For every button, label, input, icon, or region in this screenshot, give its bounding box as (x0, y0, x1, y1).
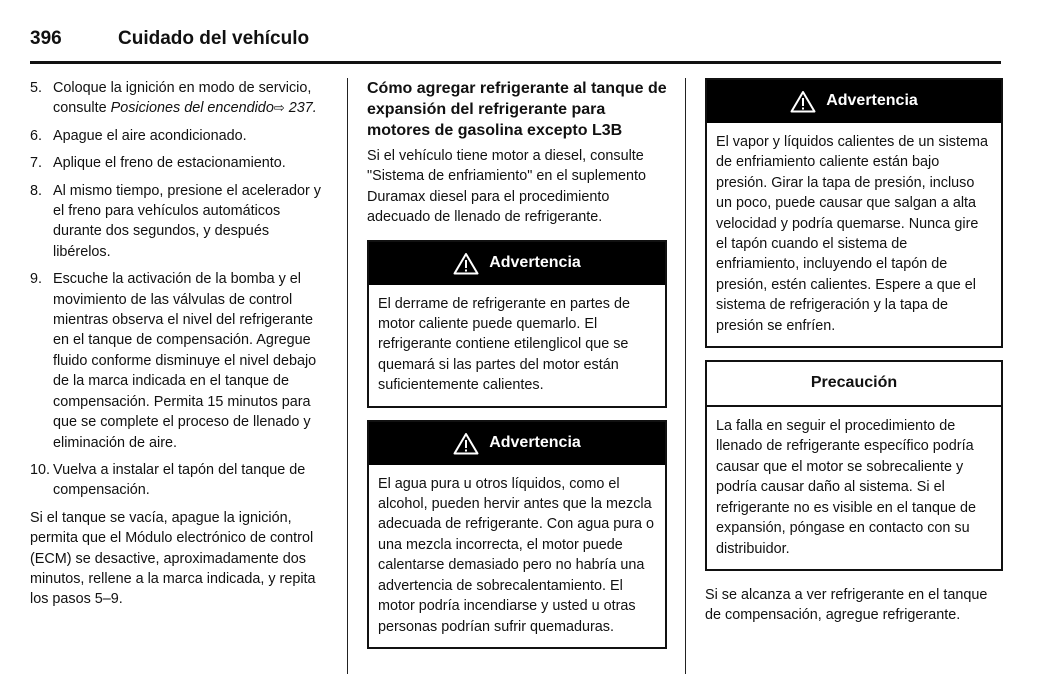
caution-title: Precaución (810, 374, 898, 392)
warning-triangle-icon (790, 90, 816, 113)
warning-box-header (707, 80, 1001, 123)
step-number: 6. (30, 127, 43, 144)
warning-triangle-icon (453, 432, 479, 455)
column-divider-2 (685, 78, 686, 674)
warning-text: El agua pura u otros líquidos, como el alcohol, pueden hervir antes que la mezcla adecuada de refrigerante. Con agua pura o una mezcla incorrecta, el motor puede calentarse demasiado pero no habría una advertencia de sobrecalentamiento. El motor podría incendiarse y usted u otras personas podrían sufrir quemaduras. (378, 475, 655, 635)
section-heading: Cómo agregar refrigerante al tanque de expansión del refrigerante para motores de gasolina excepto L3B (367, 80, 667, 139)
step-number: 9. (30, 271, 43, 288)
step-text: Al mismo tiempo, presione el acelerador y el freno para vehículos automáticos durante dos segundos, y después libérelos. (53, 182, 321, 260)
warning-box-header (369, 242, 665, 285)
step-text: Aplique el freno de estacionamiento. (53, 155, 286, 172)
caution-box (705, 360, 1003, 571)
list-item (30, 269, 330, 453)
list-item (30, 126, 330, 146)
intro-paragraph: Si el vehículo tiene motor a diesel, consulte "Sistema de enfriamiento" en el suplemento Duramax diesel para el procedimiento adecuado de llenado de refrigerante. (367, 148, 646, 226)
caution-box-header (707, 362, 1001, 407)
step-number: 8. (30, 182, 43, 199)
warning-text: El derrame de refrigerante en partes de motor caliente puede quemarlo. El refrigerante contiene etilenglicol que se quemará si las partes del motor están suficientemente calientes. (378, 295, 630, 394)
step-text: Vuelva a instalar el tapón del tanque de compensación. (53, 461, 306, 499)
list-item (30, 181, 330, 263)
running-title: Cuidado del vehículo (118, 28, 310, 49)
empty-tank-paragraph: Si el tanque se vacía, apague la ignición, permita que el Módulo electrónico de control (ECM) se desactive, aproximadamente dos minutos, rellene a la marca indicada, y repita los pasos 5–9. (30, 509, 316, 608)
warning-box-3 (705, 78, 1003, 348)
warning-triangle-icon (453, 252, 479, 275)
header-rule (30, 61, 1001, 64)
page-number: 396 (30, 28, 62, 49)
list-item (30, 78, 330, 119)
step-text: Apague el aire acondicionado. (53, 127, 247, 144)
column-1 (30, 78, 330, 617)
column-3 (705, 78, 1003, 633)
list-item (30, 153, 330, 173)
list-item (30, 460, 330, 501)
warning-box-2 (367, 420, 667, 649)
warning-title: Advertencia (826, 92, 918, 110)
caution-text: La falla en seguir el procedimiento de llenado de refrigerante específico podría causar que el motor se sobrecaliente y podría causar daño al sistema. Si el refrigerante no es visible en el tanque de expansión, póngase en contacto con su distribuidor. (716, 418, 977, 557)
add-coolant-paragraph: Si se alcanza a ver refrigerante en el tanque de compensación, agregue refrigerante. (705, 586, 988, 624)
step-text: Escuche la activación de la bomba y el movimiento de las válvulas de control mientras observa el nivel del refrigerante en el tanque de compensación. Agregue fluido conforme disminuye el nivel debajo de la marca indicada en el tanque de compensación. Permita 15 minutos para que se complete el proceso de llenado y eliminación de aire. (53, 271, 317, 451)
warning-title: Advertencia (489, 253, 581, 271)
cross-reference-link[interactable]: Posiciones del encendido (110, 100, 274, 117)
column-divider-1 (347, 78, 348, 674)
reference-page[interactable]: 237. (284, 100, 317, 117)
page-header (30, 28, 1001, 58)
warning-box-1 (367, 240, 667, 408)
column-2 (367, 78, 667, 661)
steps-list (30, 78, 330, 501)
warning-title: Advertencia (489, 433, 581, 451)
step-number: 10. (30, 461, 51, 478)
step-number: 5. (30, 80, 43, 96)
step-number: 7. (30, 155, 43, 172)
warning-box-header (369, 422, 665, 465)
arrow-right-outline-icon: ⇨ (273, 100, 285, 116)
warning-text: El vapor y líquidos calientes de un sistema de enfriamiento caliente están bajo presión. Girar la tapa de presión, incluso un poco, puede causar que salgan a alta velocidad y podría quemarse. Nunca gire el tapón cuando el sistema de enfriamiento, incluyendo el tapón de presión, estén calientes. Espere a que el sistema de refrigeración y la tapa de presión se enfríen. (716, 134, 988, 334)
step-text: Coloque la ignición en modo de servicio, consulte (53, 80, 312, 117)
